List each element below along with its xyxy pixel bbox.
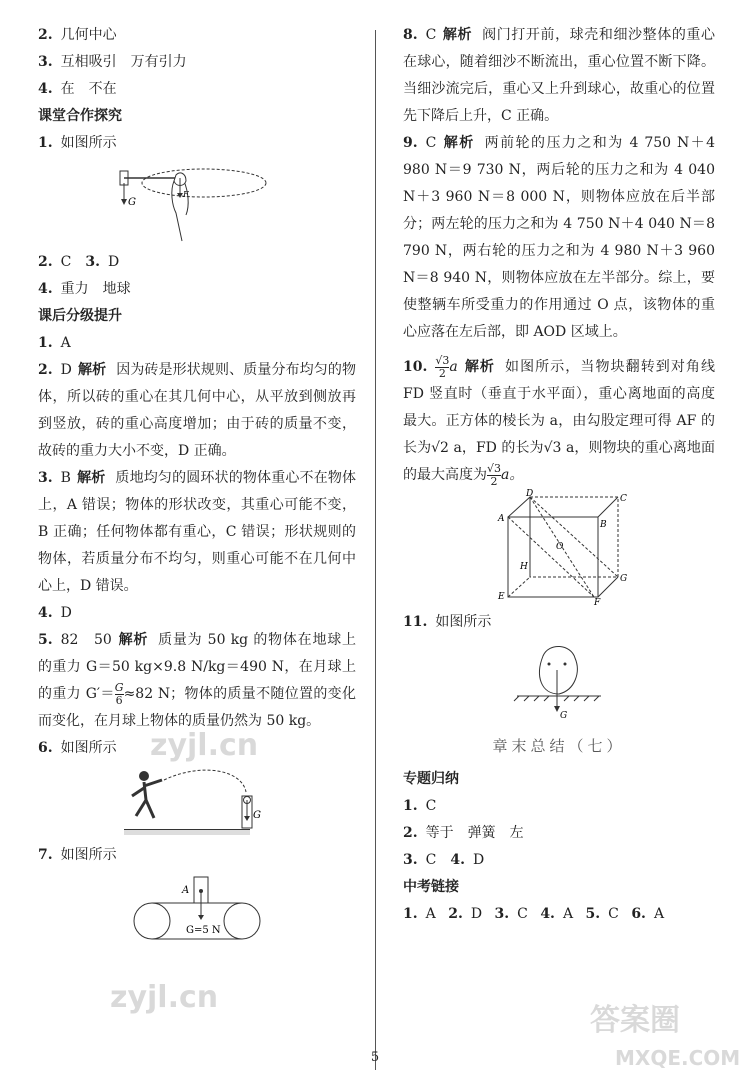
class-answer-1: 1. 如图所示 xyxy=(38,135,117,151)
answer-11: 11. 如图所示 xyxy=(403,614,492,630)
watermark-3: 答案圈 xyxy=(590,1003,680,1038)
exam-answers: 1. A 2. D 3. C 4. A 5. C 6. A xyxy=(403,906,665,922)
heading-exam: 中考链接 xyxy=(403,879,459,895)
answer-3: 3. 互相吸引 万有引力 xyxy=(38,54,187,70)
right-column xyxy=(403,22,715,928)
answer-10: 10. $\frac{√3}{2}$ a 解析 如图所示，当物块翻转到对角线 FD 竖直时（垂直于水平面），重心离地面的高度最大。正方体的棱长为 a，由勾股定理可得 AF 的长为√2 a，FD 的长为√3 a，则物块的重心离地面的最大高度为 $\frac{√3}{2}$ a。 xyxy=(403,353,716,488)
after-answer-5: 5. 82 50 解析 质量为 50 kg 的物体在地球上的重力 G＝50 kg×9.8 N/kg＝490 N，在月球上的重力 G′＝ $\frac{G}{6}$ ≈82 N；物体的质量不随位置的变化而变化，在月球上物体的质量仍然为 50 kg。 xyxy=(38,632,357,729)
answer-9: 9. C 解析 两前轮的压力之和为 4 750 N＋4 980 N＝9 730 N，两后轮的压力之和为 4 040 N＋3 960 N＝8 000 N，则物体应放在后半部分；两左轮的压力之和为 4 750 N＋4 040 N＝8 790 N，两右轮的压力之和为 4 980 N＋3 960 N＝8 940 N，则物体应放在左半部分。综上，要使整辆车所受重力的作用通过 O 点，该物体的重心应落在左后部，即 AOD 区域上。 xyxy=(403,135,715,340)
svg-text:C: C xyxy=(620,494,627,504)
class-answer-2-3: 2. C 3. D xyxy=(38,254,120,270)
after-answer-6: 6. 如图所示 xyxy=(38,740,117,756)
figure-ball-throw xyxy=(122,766,272,838)
g-label: G xyxy=(560,711,568,721)
svg-text:G: G xyxy=(620,574,628,584)
watermark-2: zyjl.cn xyxy=(110,980,219,1015)
heading-topics: 专题归纳 xyxy=(403,771,459,787)
watermark-1: zyjl.cn xyxy=(150,728,259,763)
figure-bucket-swing xyxy=(112,161,282,245)
a-label: A xyxy=(182,885,190,896)
page-number: 5 xyxy=(370,1050,380,1065)
svg-text:B: B xyxy=(600,520,607,530)
summary-answer-2: 2. 等于 弹簧 左 xyxy=(403,825,524,841)
column-divider xyxy=(375,30,376,1070)
g-label: G xyxy=(128,197,136,208)
svg-text:D: D xyxy=(526,489,534,499)
left-column xyxy=(38,22,356,951)
g-value-label: G=5 N xyxy=(186,925,221,936)
svg-text:E: E xyxy=(498,592,505,602)
after-answer-2: 2. D 解析 因为砖是形状规则、质量分布均匀的物体，所以砖的重心在其几何中心，从平放到侧放再到竖放，砖的重心高度增加；由于砖的质量不变，故砖的重力大小不变，D 正确。 xyxy=(38,362,357,459)
answer-2: 2. 几何中心 xyxy=(38,27,117,43)
answer-4: 4. 在 不在 xyxy=(38,81,117,97)
f-label: F xyxy=(183,190,189,199)
after-answer-7: 7. 如图所示 xyxy=(38,847,117,863)
class-answer-4: 4. 重力 地球 xyxy=(38,281,131,297)
after-answer-1: 1. A xyxy=(38,335,71,351)
summary-answer-1: 1. C xyxy=(403,798,437,814)
svg-text:H: H xyxy=(520,562,528,572)
figure-cube xyxy=(494,489,628,608)
section-title: 章末总结（七） xyxy=(492,737,626,755)
g-label: G xyxy=(253,810,261,821)
after-answer-4: 4. D xyxy=(38,605,72,621)
svg-text:F: F xyxy=(594,598,601,608)
figure-stone xyxy=(509,640,609,722)
svg-text:A: A xyxy=(498,514,505,524)
watermark-4: MXQE.COM xyxy=(615,1046,741,1070)
after-answer-3: 3. B 解析 质地均匀的圆环状的物体重心不在物体上，A 错误；物体的形状改变，其重心可能不变，B 正确；任何物体都有重心，C 错误；形状规则的物体，若质量分布不均匀，则重心可能不在几何中心上，D 错误。 xyxy=(38,470,357,594)
svg-text:O: O xyxy=(556,542,564,552)
figure-conveyor xyxy=(122,873,272,947)
heading-after-class: 课后分级提升 xyxy=(38,308,122,324)
summary-answer-3-4: 3. C 4. D xyxy=(403,852,485,868)
heading-classroom: 课堂合作探究 xyxy=(38,108,122,124)
answer-8: 8. C 解析 阀门打开前，球壳和细沙整体的重心在球心，随着细沙不断流出，重心位置不断下降。当细沙流完后，重心又上升到球心，故重心的位置先下降后上升，C 正确。 xyxy=(403,27,716,124)
